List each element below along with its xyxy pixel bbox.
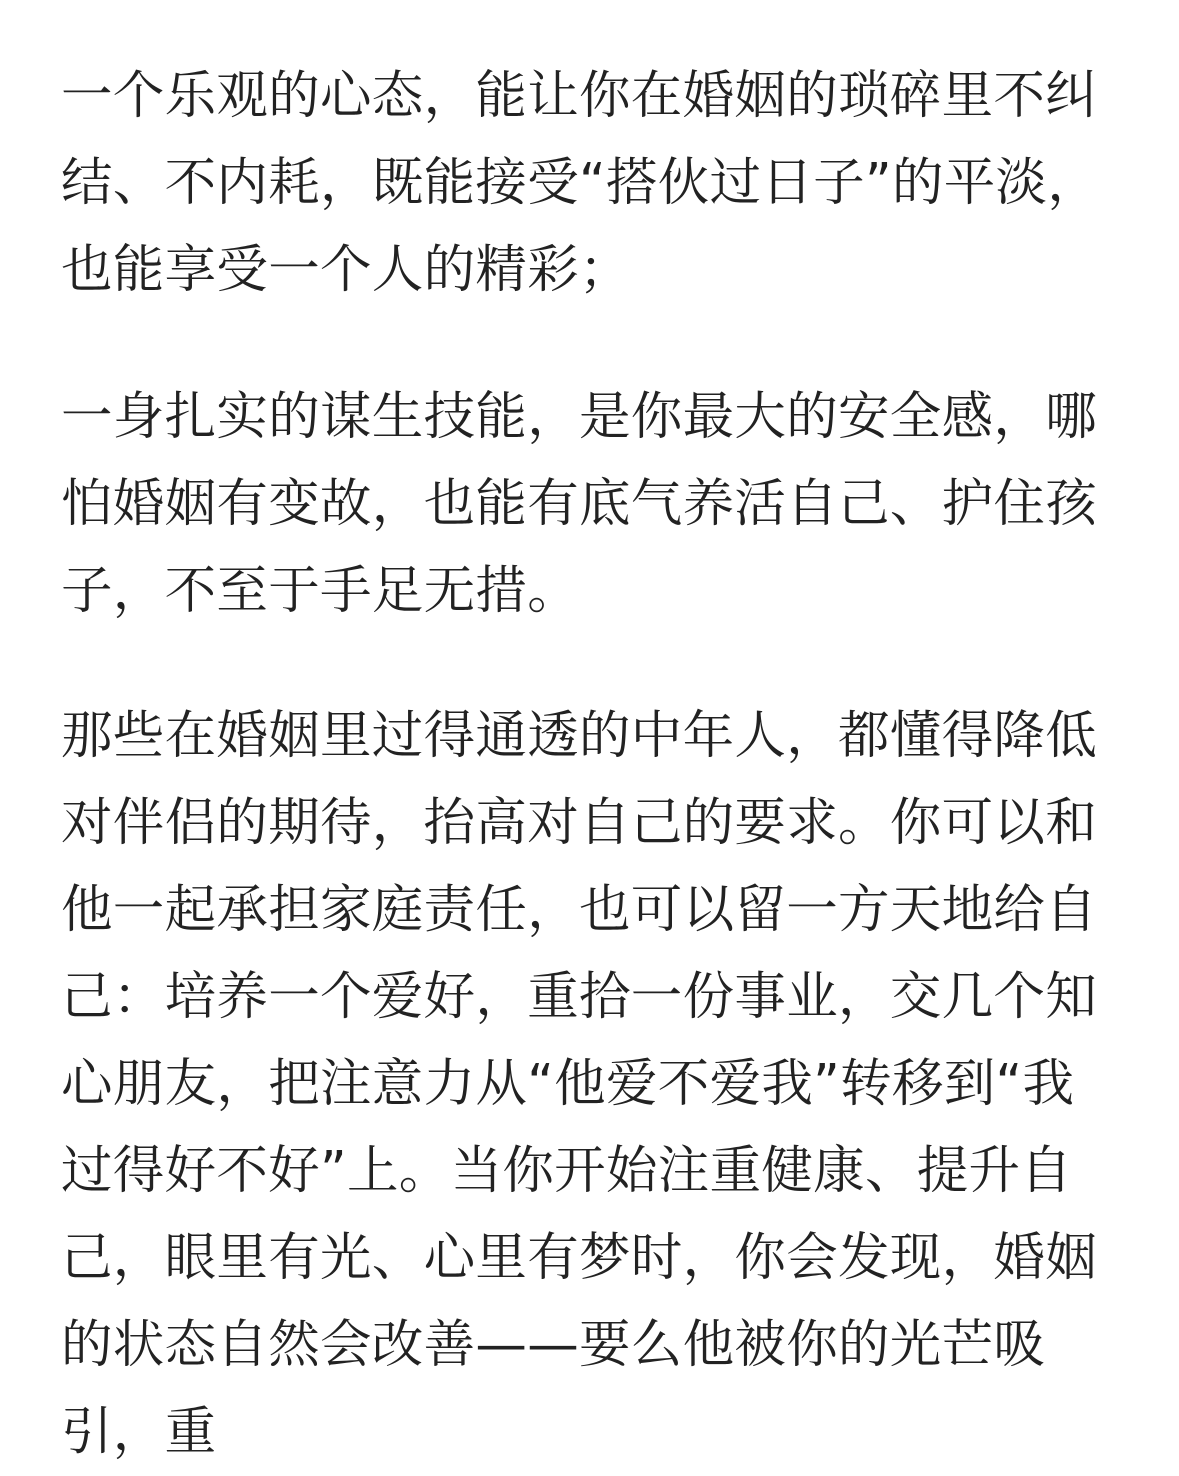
- paragraph-self-growth: 那些在婚姻里过得通透的中年人，都懂得降低对伴侣的期待，抬高对自己的要求。你可以和他一起承担家庭责任，也可以留一方天地给自己：培养一个爱好，重拾一份事业，交几个知心朋友，把注意力从“他爱不爱我”转移到“我过得好不好”上。当你开始注重健康、提升自己，眼里有光、心里有梦时，你会发现，婚姻的状态自然会改善——要么他被你的光芒吸引，重: [61, 706, 1098, 1462]
- paragraph-optimism: 一个乐观的心态，能让你在婚姻的琐碎里不纠结、不内耗，既能接受“搭伙过日子”的平淡，也能享受一个人的精彩；: [61, 66, 1100, 300]
- paragraph-skills: 一身扎实的谋生技能，是你最大的安全感，哪怕婚姻有变故，也能有底气养活自己、护住孩子，不至于手足无措。: [61, 387, 1098, 621]
